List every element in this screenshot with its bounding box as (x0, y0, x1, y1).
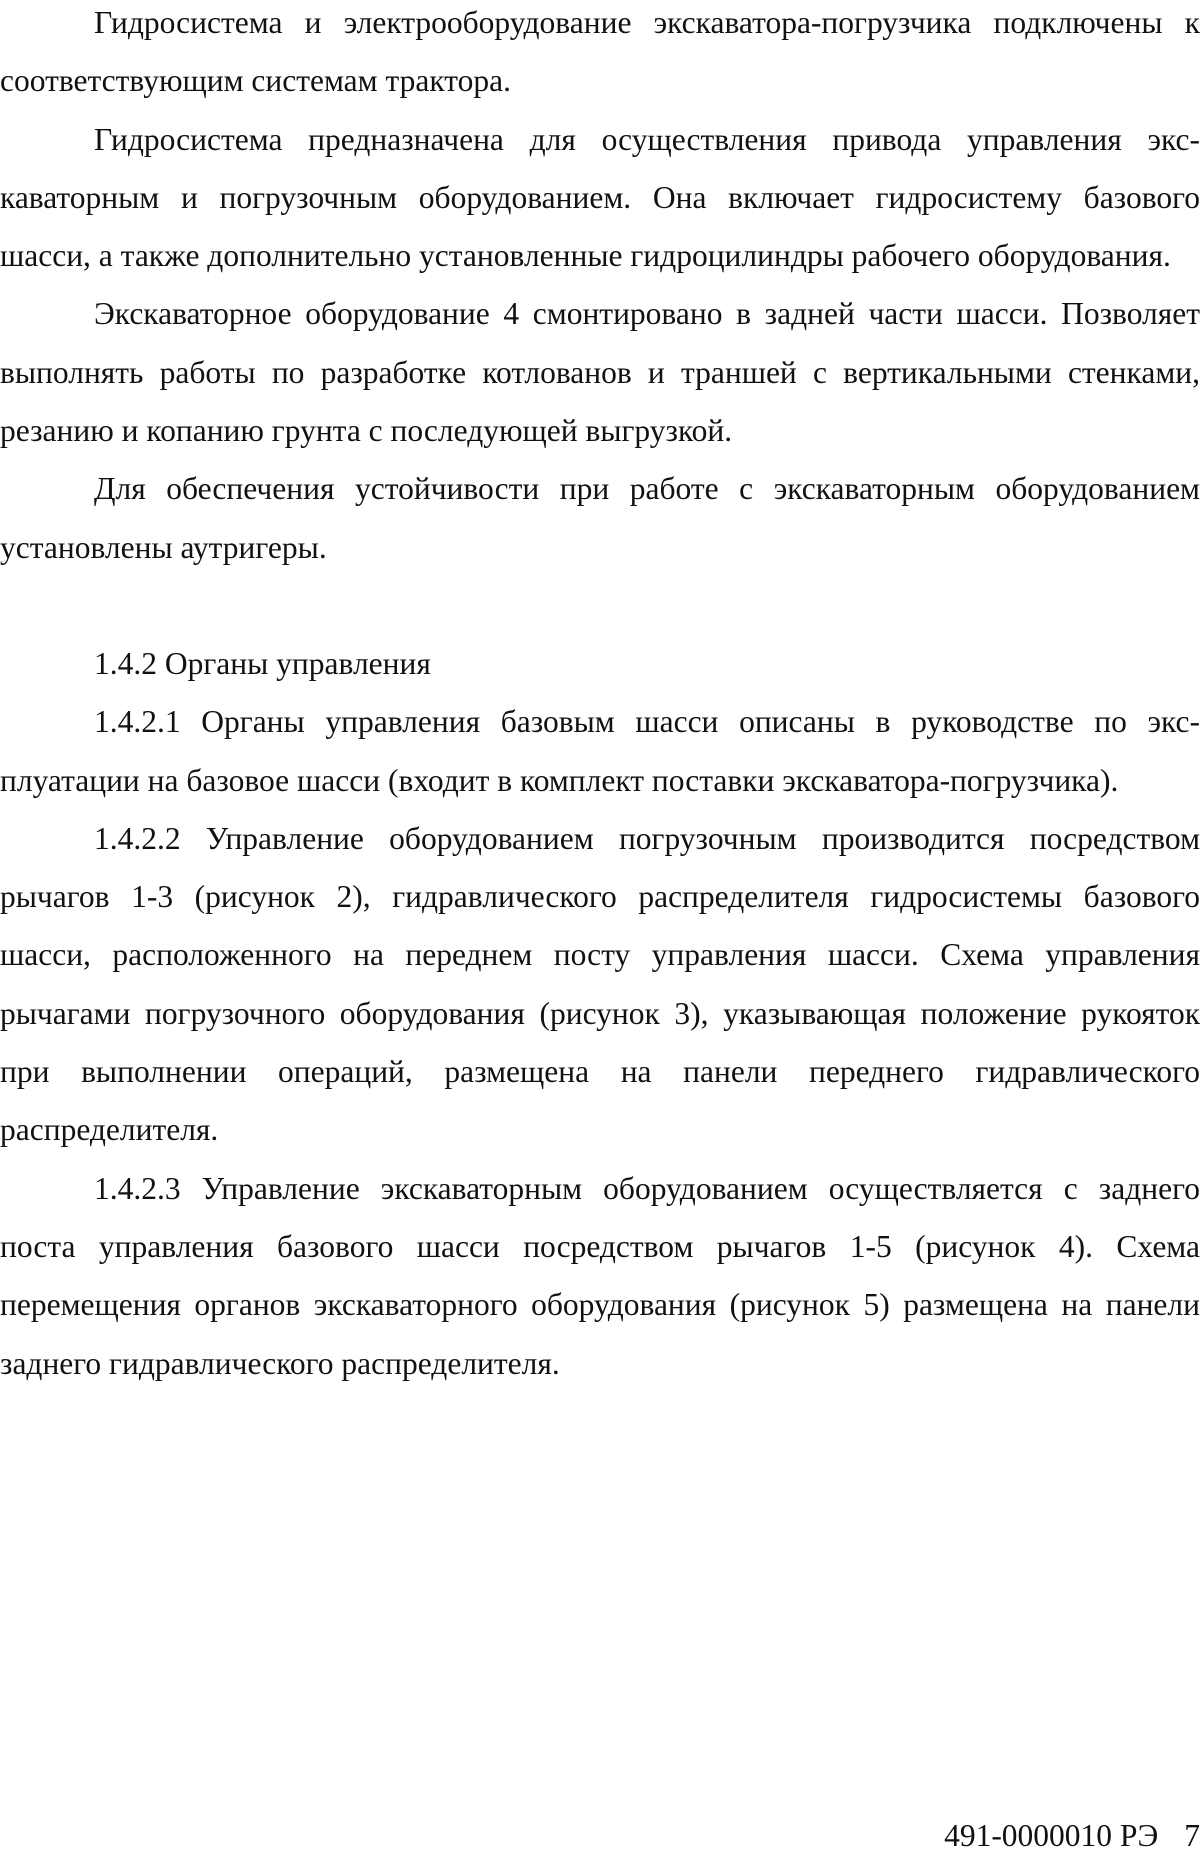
paragraph-excavator-equipment: Экскаваторное оборудование 4 смонтировано в задней части шасси. Позволяет выполнять работы по разработке котлованов и траншей с вертикальными стенками, резанию и копанию грунта с последующей выгрузкой. (0, 296, 1200, 449)
document-code: 491-0000010 РЭ (944, 1818, 1159, 1853)
paragraph-outriggers: Для обеспечения устойчивости при работе с экскаваторным оборудованием установлены аутригеры. (0, 471, 1200, 565)
page-number: 7 (1184, 1818, 1200, 1853)
paragraph-hydraulics-electrical: Гидросистема и электрооборудование экскаватора-погрузчика подключены к соответствующим системам трактора. (0, 5, 1200, 99)
paragraph-hydraulic-system: Гидросистема предназначена для осуществления привода управления экскаваторным и погрузочным оборудованием. Она включает гидросистему базового шасси, а также дополнительно установленные гидроцилиндры рабочего оборудования. (0, 121, 1200, 274)
section-heading: 1.4.2 Органы управления (94, 645, 431, 681)
paragraph-1-4-2-3: 1.4.2.3 Управление экскаваторным оборудованием осуществляется с заднего поста управления базового шасси посредством рычагов 1-5 (рисунок 4). Схема перемещения органов экскаваторного оборудования (рисунок 5) размещена на панели заднего гидравлического распределителя. (0, 1170, 1200, 1381)
page-footer (944, 1818, 1200, 1854)
paragraph-1-4-2-2: 1.4.2.2 Управление оборудованием погрузочным производится посредством рычагов 1-3 (рисунок 2), гидравлического распределителя гидросистемы базового шасси, расположенного на переднем посту управления шасси. Схема управления рычагами погрузочного оборудования (рисунок 3), указывающая положение рукояток при выполнении операций, размещена на панели переднего гидравлического распределителя. (0, 820, 1200, 1148)
section-spacer (0, 577, 1200, 635)
paragraph-1-4-2-1: 1.4.2.1 Органы управления базовым шасси описаны в руководстве по эксплуатации на базовое шасси (входит в комплект поставки экскаватора-погрузчика). (0, 704, 1200, 798)
